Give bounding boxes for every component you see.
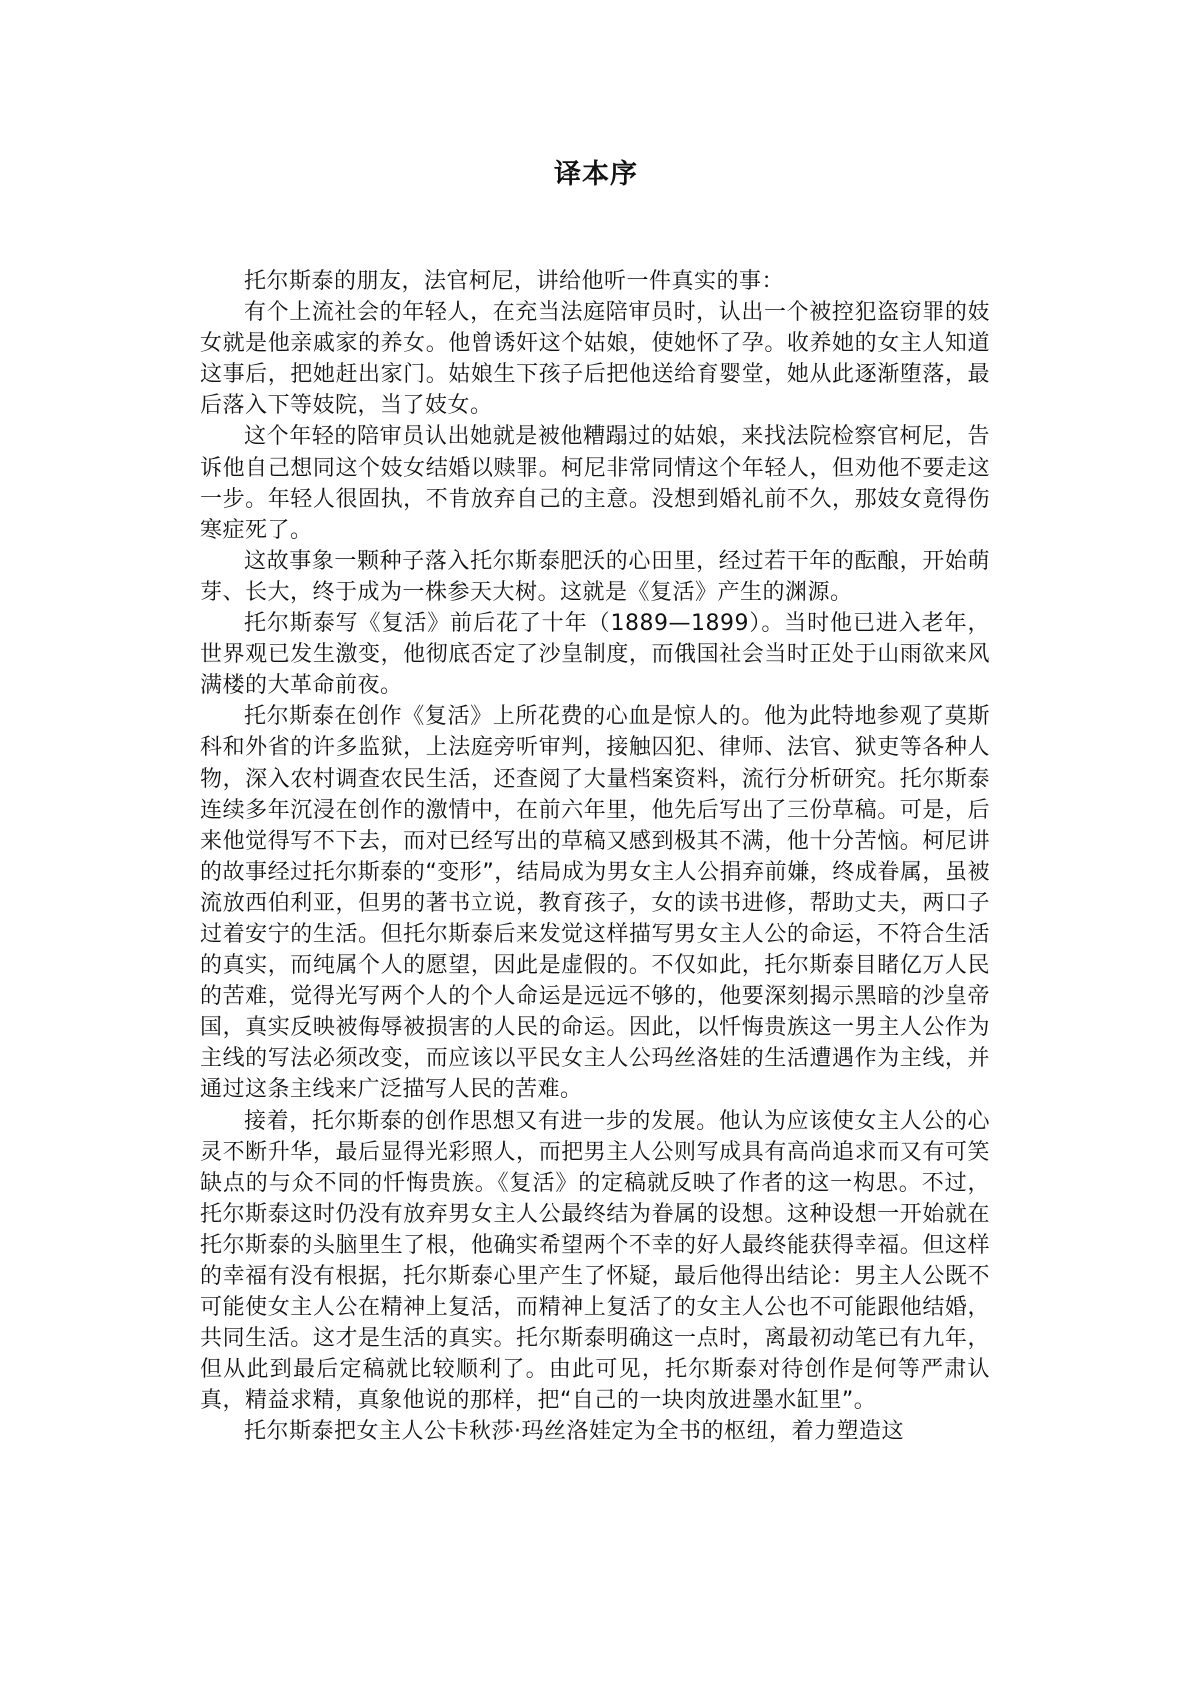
paragraph-1: 托尔斯泰的朋友，法官柯尼，讲给他听一件真实的事： <box>244 269 785 294</box>
paragraph-4: 这故事象一颗种子落入托尔斯泰肥沃的心田里，经过若干年的酝酿，开始萌芽、长大，终于成为一株参天大树。这就是《复活》产生的渊源。 <box>200 548 990 605</box>
paragraph-2: 有个上流社会的年轻人，在充当法庭陪审员时，认出一个被控犯盗窃罪的妓女就是他亲戚家的养女。他曾诱奸这个姑娘，使她怀了孕。收养她的女主人知道这事后，把她赶出家门。姑娘生下孩子后把他送给育婴堂，她从此逐渐堕落，最后落入下等妓院，当了妓女。 <box>200 300 990 419</box>
body-text <box>200 266 990 1448</box>
paragraph-5: 托尔斯泰写《复活》前后花了十年（1889—1899）。当时他已进入老年，世界观已发生激变，他彻底否定了沙皇制度，而俄国社会当时正处于山雨欲来风满楼的大革命前夜。 <box>200 611 990 699</box>
page-title: 译本序 <box>554 159 638 190</box>
paragraph-8: 托尔斯泰把女主人公卡秋莎·玛丝洛娃定为全书的枢纽，着力塑造这 <box>244 1419 904 1445</box>
paragraph-7: 接着，托尔斯泰的创作思想又有进一步的发展。他认为应该使女主人公的心灵不断升华，最后显得光彩照人，而把男主人公则写成具有高尚追求而又有可笑缺点的与众不同的忏悔贵族。《复活》的定稿就反映了作者的这一构思。不过，托尔斯泰这时仍没有放弃男女主人公最终结为眷属的设想。这种设想一开始就在托尔斯泰的头脑里生了根，他确实希望两个不幸的好人最终能获得幸福。但这样的幸福有没有根据，托尔斯泰心里产生了怀疑，最后他得出结论：男主人公既不可能使女主人公在精神上复活，而精神上复活了的女主人公也不可能跟他结婚，共同生活。这才是生活的真实。托尔斯泰明确这一点时，离最初动笔已有九年，但从此到最后定稿就比较顺利了。由此可见，托尔斯泰对待创作是何等严肃认真，精益求精，真象他说的那样，把“自己的一块肉放进墨水缸里”。 <box>200 1108 990 1414</box>
paragraph-6: 托尔斯泰在创作《复活》上所花费的心血是惊人的。他为此特地参观了莫斯科和外省的许多监狱，上法庭旁听审判，接触囚犯、律师、法官、狱吏等各种人物，深入农村调查农民生活，还查阅了大量档案资料，流行分析研究。托尔斯泰连续多年沉浸在创作的激情中，在前六年里，他先后写出了三份草稿。可是，后来他觉得写不下去，而对已经写出的草稿又感到极其不满，他十分苦恼。柯尼讲的故事经过托尔斯泰的“变形”，结局成为男女主人公捐弃前嫌，终成眷属，虽被流放西伯利亚，但男的著书立说，教育孩子，女的读书进修，帮助丈夫，两口子过着安宁的生活。但托尔斯泰后来发觉这样描写男女主人公的命运，不符合生活的真实，而纯属个人的愿望，因此是虚假的。不仅如此，托尔斯泰目睹亿万人民的苦难，觉得光写两个人的个人命运是远远不够的，他要深刻揭示黑暗的沙皇帝国，真实反映被侮辱被损害的人民的命运。因此，以忏悔贵族这一男主人公作为主线的写法必须改变，而应该以平民女主人公玛丝洛娃的生活遭遇作为主线，并通过这条主线来广泛描写人民的苦难。 <box>200 704 990 1103</box>
paragraph-3: 这个年轻的陪审员认出她就是被他糟蹋过的姑娘，来找法院检察官柯尼，告诉他自己想同这个妓女结婚以赎罪。柯尼非常同情这个年轻人，但劝他不要走这一步。年轻人很固执，不肯放弃自己的主意。没想到婚礼前不久，那妓女竟得伤寒症死了。 <box>200 424 990 543</box>
